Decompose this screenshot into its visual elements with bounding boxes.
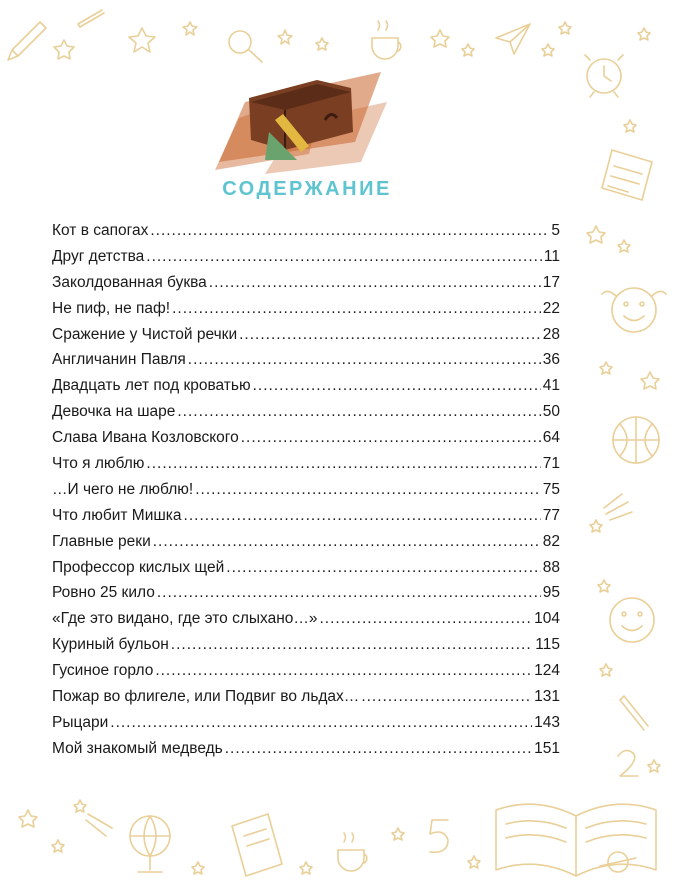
toc-dot-leader [225, 740, 532, 758]
toc-entry-page: 143 [534, 713, 560, 731]
star-icon [19, 810, 37, 827]
paper-plane-icon [496, 24, 530, 54]
toc-entry[interactable] [52, 351, 560, 377]
toc-entry-page: 104 [534, 610, 560, 628]
star-icon [392, 828, 404, 840]
toc-entry-title: Слава Ивана Козловского [52, 429, 239, 447]
toc-entry-title: Главные реки [52, 532, 151, 550]
comet-icon [74, 800, 112, 836]
alarm-clock-icon [585, 55, 623, 97]
star-icon [316, 38, 328, 50]
toc-entry-page: 115 [535, 636, 560, 654]
toc-dot-leader [157, 584, 541, 602]
cup-icon [372, 21, 401, 59]
toc-entry[interactable] [52, 403, 560, 429]
toc-entry[interactable] [52, 377, 560, 403]
toc-entry[interactable] [52, 740, 560, 766]
toc-entry[interactable] [52, 429, 560, 455]
toc-entry[interactable] [52, 636, 560, 662]
star-icon [618, 240, 630, 252]
star-icon [431, 30, 449, 47]
toc-entry-page: 22 [542, 299, 560, 317]
star-icon [638, 28, 650, 40]
toc-entry-page: 77 [542, 506, 560, 524]
number-five-icon [430, 820, 448, 852]
toc-dot-leader [320, 610, 533, 628]
toc-entry-page: 11 [543, 247, 560, 265]
book-icon [496, 804, 656, 876]
star-icon [54, 40, 74, 59]
toc-dot-leader [209, 274, 541, 292]
pencil-icon [8, 22, 46, 60]
toc-entry-title: Рыцари [52, 713, 109, 731]
toc-entry[interactable] [52, 507, 560, 533]
toc-dot-leader [172, 300, 541, 318]
toc-entry[interactable] [52, 455, 560, 481]
toc-entry-page: 50 [542, 403, 560, 421]
smiley-icon [602, 288, 666, 332]
star-icon [648, 760, 660, 772]
toc-entry[interactable] [52, 248, 560, 274]
toc-dot-leader [177, 403, 540, 421]
toc-entry-title: Кот в сапогах [52, 222, 149, 239]
star-icon [462, 44, 474, 56]
star-icon [183, 22, 197, 35]
toc-dot-leader [188, 351, 541, 369]
toc-dot-leader [146, 455, 540, 473]
toc-dot-leader [195, 481, 541, 499]
star-icon [300, 862, 312, 874]
toc-entry-title: Гусиное горло [52, 662, 154, 680]
book-icon [232, 814, 282, 876]
toc-entry-page: 28 [542, 325, 560, 343]
star-icon [52, 840, 64, 852]
toc-entry-title: Двадцать лет под кроватью [52, 377, 251, 395]
toc-entry[interactable] [52, 688, 560, 714]
table-of-contents [52, 222, 560, 766]
star-icon [468, 856, 480, 868]
toc-entry-page: 88 [542, 558, 560, 576]
magnifier-icon [229, 31, 262, 62]
toc-entry-page: 64 [542, 429, 560, 447]
briefcase-illustration [205, 62, 395, 182]
toc-entry-page: 124 [534, 662, 560, 680]
toc-dot-leader [155, 662, 532, 680]
toc-entry-page: 17 [542, 273, 560, 291]
star-icon [129, 28, 155, 52]
cup-icon [338, 833, 367, 871]
pen-icon [620, 696, 648, 730]
toc-entry-page: 75 [542, 480, 560, 498]
toc-entry-page: 95 [542, 584, 560, 602]
toc-entry-title: Что любит Мишка [52, 506, 182, 524]
star-icon [598, 580, 610, 592]
ball-icon [613, 417, 659, 463]
toc-entry-title: Профессор кислых щей [52, 558, 225, 576]
star-icon [559, 22, 571, 34]
toc-entry-title: Ровно 25 кило [52, 584, 155, 602]
toc-entry-title: Заколдованная буква [52, 273, 207, 291]
toc-entry-title: Друг детства [52, 247, 145, 265]
toc-entry-page: 131 [534, 688, 560, 706]
toc-dot-leader [171, 636, 533, 654]
toc-entry-title: Девочка на шаре [52, 403, 176, 421]
toc-entry[interactable] [52, 274, 560, 300]
toc-entry[interactable] [52, 533, 560, 559]
toc-entry-title: Мой знакомый медведь [52, 739, 223, 757]
toc-entry-title: Пожар во флигеле, или Подвиг во льдах… [52, 688, 360, 706]
globe-icon [130, 816, 170, 872]
toc-entry[interactable] [52, 326, 560, 352]
toc-entry-page: 5 [551, 222, 560, 239]
toc-entry-page: 71 [542, 455, 560, 473]
star-icon [600, 362, 612, 374]
toc-dot-leader [150, 222, 549, 240]
toc-entry-page: 151 [534, 739, 560, 757]
page-title: СОДЕРЖАНИЕ [222, 178, 392, 200]
toc-entry-page: 41 [542, 377, 560, 395]
toc-dot-leader [241, 429, 541, 447]
pen-icon [78, 10, 104, 27]
smiley-icon [610, 598, 654, 642]
toc-entry[interactable] [52, 714, 560, 740]
toc-entry[interactable] [52, 559, 560, 585]
toc-entry-title: «Где это видано, где это слыхано…» [52, 610, 318, 628]
star-icon [641, 372, 659, 389]
toc-entry-title: Куриный бульон [52, 636, 169, 654]
toc-dot-leader [253, 377, 541, 395]
star-icon [278, 30, 292, 44]
toc-dot-leader [226, 559, 540, 577]
toc-entry[interactable] [52, 300, 560, 326]
toc-dot-leader [184, 507, 541, 525]
star-icon [600, 664, 612, 676]
star-icon [192, 862, 204, 874]
toc-entry[interactable] [52, 610, 560, 636]
toc-entry-title: …И чего не люблю! [52, 480, 194, 498]
toc-entry-title: Сражение у Чистой речки [52, 325, 238, 343]
planet-icon [600, 852, 636, 872]
star-icon [624, 120, 636, 132]
toc-dot-leader [361, 688, 532, 706]
toc-entry-page: 36 [542, 351, 560, 369]
number-two-icon [618, 750, 638, 776]
toc-dot-leader [153, 533, 541, 551]
toc-dot-leader [110, 714, 532, 732]
comet-icon [590, 494, 632, 532]
toc-entry[interactable] [52, 584, 560, 610]
toc-dot-leader [146, 248, 542, 266]
toc-entry-title: Англичанин Павля [52, 351, 186, 369]
toc-entry[interactable] [52, 481, 560, 507]
toc-entry-title: Что я люблю [52, 455, 145, 473]
toc-dot-leader [239, 326, 541, 344]
toc-entry-page: 82 [542, 532, 560, 550]
toc-entry[interactable] [52, 222, 560, 248]
star-icon [587, 226, 605, 243]
star-icon [542, 44, 554, 56]
toc-entry[interactable] [52, 662, 560, 688]
toc-entry-title: Не пиф, не паф! [52, 299, 171, 317]
